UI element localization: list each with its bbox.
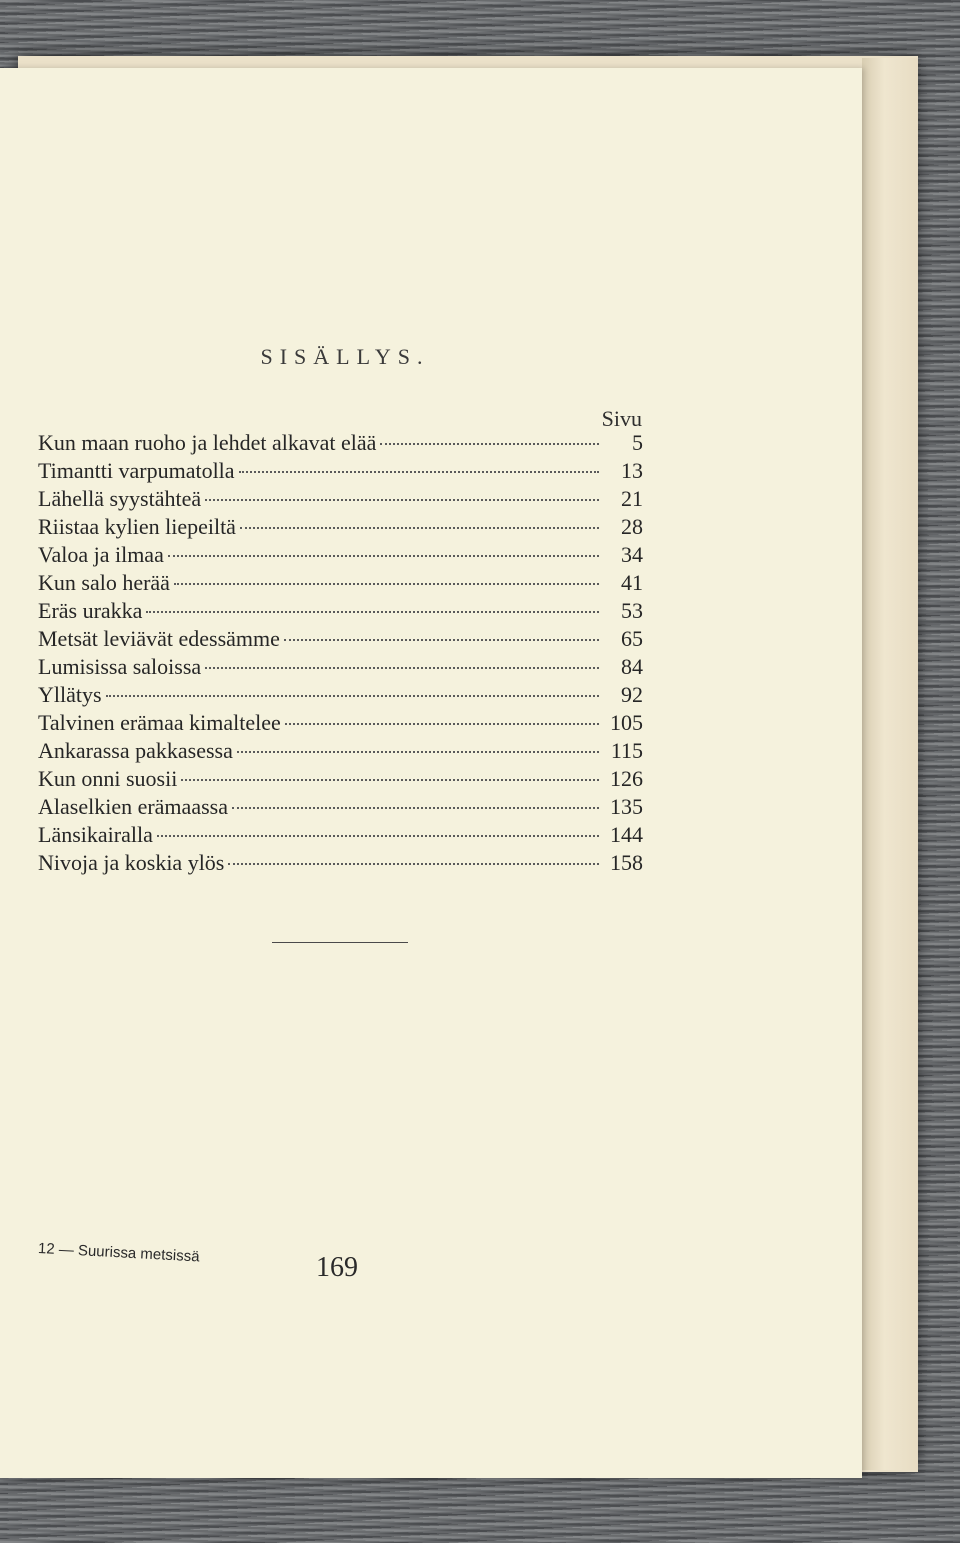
toc-entry [38, 458, 643, 486]
toc-entry-page: 34 [621, 542, 643, 567]
book-page [0, 68, 862, 1478]
toc-entry [38, 514, 643, 542]
dot-leader [205, 499, 599, 501]
toc-entry-title: Riistaa kylien liepeiltä [38, 514, 236, 539]
toc-entry-title: Yllätys [38, 682, 102, 707]
toc-entry-title: Lähellä syystähteä [38, 486, 202, 511]
toc-entry [38, 654, 643, 682]
table-of-contents [38, 430, 643, 878]
toc-entry-title: Kun maan ruoho ja lehdet alkavat elää [38, 430, 377, 455]
dot-leader [181, 779, 599, 781]
dot-leader [205, 667, 599, 669]
toc-entry-title: Valoa ja ilmaa [38, 542, 164, 567]
dot-leader [380, 443, 599, 445]
toc-entry-page: 115 [610, 738, 643, 763]
toc-entry-title: Nivoja ja koskia ylös [38, 850, 225, 875]
toc-entry-title: Alaselkien erämaassa [38, 794, 228, 819]
toc-entry-title: Kun salo herää [38, 570, 170, 595]
toc-entry-page: 53 [621, 598, 643, 623]
toc-entry-title: Eräs urakka [38, 598, 143, 623]
toc-entry [38, 766, 643, 794]
toc-entry [38, 850, 643, 878]
toc-entry [38, 738, 643, 766]
toc-entry [38, 794, 643, 822]
dot-leader [228, 863, 599, 865]
toc-entry [38, 570, 643, 598]
toc-entry-title: Timantti varpumatolla [38, 458, 235, 483]
toc-entry-page: 144 [610, 822, 643, 847]
toc-entry-page: 105 [610, 710, 643, 735]
toc-entry-page: 13 [621, 458, 643, 483]
toc-entry [38, 430, 643, 458]
dot-leader [237, 751, 599, 753]
toc-entry-title: Lumisissa saloissa [38, 654, 202, 679]
dot-leader [146, 611, 599, 613]
page-stack-edge [862, 58, 918, 1470]
toc-entry [38, 710, 643, 738]
toc-entry-title: Ankarassa pakkasessa [38, 738, 233, 763]
printer-signature: 12 — Suurissa metsissä [37, 1240, 200, 1266]
toc-title: SISÄLLYS. [260, 344, 430, 369]
toc-entry-page: 28 [621, 514, 643, 539]
toc-entry-page: 135 [610, 794, 643, 819]
page-column-header: Sivu [601, 406, 642, 431]
toc-entry-title: Kun onni suosii [38, 766, 178, 791]
toc-entry [38, 598, 643, 626]
toc-entry-page: 84 [621, 654, 643, 679]
toc-entry-title: Talvinen erämaa kimaltelee [38, 710, 281, 735]
dot-leader [232, 807, 599, 809]
dot-leader [174, 583, 599, 585]
dot-leader [240, 527, 599, 529]
toc-entry [38, 682, 643, 710]
dot-leader [284, 639, 599, 641]
section-divider [272, 942, 408, 943]
toc-entry-page: 41 [621, 570, 643, 595]
toc-entry-page: 92 [621, 682, 643, 707]
toc-entry-title: Länsikairalla [38, 822, 153, 847]
toc-entry [38, 486, 643, 514]
dot-leader [106, 695, 599, 697]
toc-entry [38, 542, 643, 570]
dot-leader [239, 471, 599, 473]
toc-entry-page: 65 [621, 626, 643, 651]
toc-entry-page: 21 [621, 486, 643, 511]
toc-entry-page: 5 [632, 430, 643, 455]
toc-entry-page: 158 [610, 850, 643, 875]
dot-leader [168, 555, 599, 557]
page-number: 169 [316, 1252, 358, 1283]
toc-entry-page: 126 [610, 766, 643, 791]
toc-entry [38, 822, 643, 850]
dot-leader [285, 723, 599, 725]
dot-leader [157, 835, 599, 837]
toc-entry-title: Metsät leviävät edessämme [38, 626, 280, 651]
toc-entry [38, 626, 643, 654]
